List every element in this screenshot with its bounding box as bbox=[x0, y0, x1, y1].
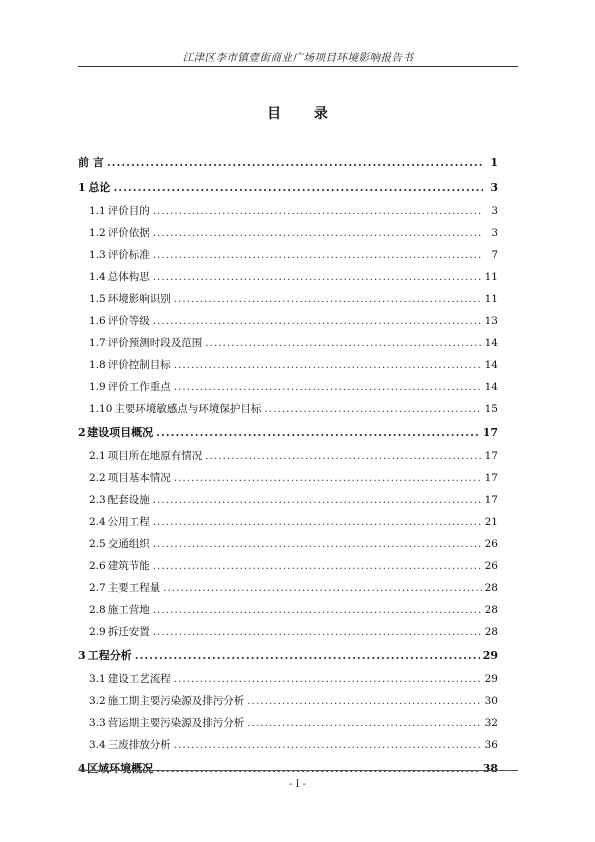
toc-entry-page: 29 bbox=[484, 673, 498, 685]
toc-section-entry[interactable] bbox=[78, 668, 498, 690]
toc-chapter-entry[interactable] bbox=[78, 420, 498, 445]
toc-entry-number: 1.6 bbox=[89, 315, 106, 327]
toc-entry-label: 主要环境敏感点与环境保护目标 bbox=[114, 403, 262, 415]
toc-entry-page: 17 bbox=[484, 450, 498, 462]
toc-entry-number: 3.4 bbox=[89, 739, 106, 751]
toc-entry-label: 前 言 bbox=[78, 156, 104, 169]
toc-entry-page: 28 bbox=[484, 604, 498, 616]
toc-entry-page: 7 bbox=[491, 249, 498, 261]
toc-section-entry[interactable] bbox=[78, 489, 498, 511]
toc-dot-leader bbox=[153, 222, 483, 244]
toc-entry-number: 2.7 bbox=[89, 582, 106, 594]
toc-entry-label: 建设项目概况 bbox=[87, 426, 154, 439]
toc-entry-label: 总体构思 bbox=[107, 271, 150, 283]
toc-entry-number: 1.9 bbox=[89, 381, 106, 393]
toc-entry-page: 13 bbox=[484, 315, 498, 327]
toc-entry-page: 26 bbox=[484, 560, 498, 572]
toc-dot-leader bbox=[163, 577, 481, 599]
toc-section-entry[interactable] bbox=[78, 288, 498, 310]
toc-dot-leader bbox=[153, 621, 482, 643]
toc-dot-leader bbox=[247, 690, 481, 712]
toc-section-entry[interactable] bbox=[78, 599, 498, 621]
toc-entry-number: 1.8 bbox=[89, 359, 106, 371]
toc-dot-leader bbox=[156, 420, 480, 445]
toc-entry-number: 4 bbox=[78, 762, 86, 775]
toc-section-entry[interactable] bbox=[78, 244, 498, 266]
toc-entry-number: 2.8 bbox=[89, 604, 106, 616]
toc-dot-leader bbox=[153, 599, 482, 621]
toc-dot-leader bbox=[174, 376, 482, 398]
toc-entry-number: 3.1 bbox=[89, 673, 106, 685]
toc-entry-page: 14 bbox=[484, 381, 498, 393]
toc-entry-label: 施工期主要污染源及排污分析 bbox=[107, 695, 245, 707]
toc-section-entry[interactable] bbox=[78, 310, 498, 332]
toc-entry-label: 评价工作重点 bbox=[107, 381, 171, 393]
page-number: - I - bbox=[288, 779, 307, 790]
toc-entry-page: 29 bbox=[482, 649, 498, 662]
toc-entry-label: 评价依据 bbox=[107, 227, 150, 239]
toc-entry-number: 3 bbox=[78, 649, 86, 662]
toc-entry-label: 拆迁安置 bbox=[107, 626, 150, 638]
toc-entry-number: 1.1 bbox=[89, 205, 106, 217]
toc-dot-leader bbox=[247, 712, 481, 734]
toc-section-entry[interactable] bbox=[78, 376, 498, 398]
toc-entry-label: 工程分析 bbox=[87, 649, 132, 662]
toc-entry-number: 2.4 bbox=[89, 516, 106, 528]
toc-entry-number: 3.3 bbox=[89, 717, 106, 729]
toc-dot-leader bbox=[153, 511, 482, 533]
toc-entry-number: 1.7 bbox=[89, 337, 106, 349]
running-header: 江津区李市镇壹街商业广场项目环境影响报告书 bbox=[182, 52, 414, 64]
toc-entry-page: 26 bbox=[484, 538, 498, 550]
toc-section-entry[interactable] bbox=[78, 354, 498, 376]
toc-dot-leader bbox=[153, 310, 482, 332]
toc-dot-leader bbox=[174, 288, 482, 310]
toc-entry-number: 1.2 bbox=[89, 227, 106, 239]
toc-entry-page: 30 bbox=[484, 695, 498, 707]
toc-entry-label: 交通组织 bbox=[107, 538, 150, 550]
toc-entry-label: 项目基本情况 bbox=[107, 472, 171, 484]
toc-dot-leader bbox=[156, 756, 480, 781]
toc-entry-number: 2 bbox=[78, 426, 86, 439]
toc-entry-number: 1 bbox=[78, 181, 86, 194]
toc-entry-page: 28 bbox=[484, 582, 498, 594]
toc-entry-page: 15 bbox=[484, 403, 498, 415]
toc-section-entry[interactable] bbox=[78, 266, 498, 288]
toc-dot-leader bbox=[153, 200, 483, 222]
toc-entry-page: 3 bbox=[491, 205, 498, 217]
toc-entry-page: 14 bbox=[484, 359, 498, 371]
toc-entry-page: 28 bbox=[484, 626, 498, 638]
toc-entry-number: 1.5 bbox=[89, 293, 106, 305]
toc-entry-label: 区域环境概况 bbox=[87, 762, 154, 775]
toc-entry-number: 2.3 bbox=[89, 494, 106, 506]
toc-entry-page: 3 bbox=[491, 227, 498, 239]
toc-dot-leader bbox=[135, 643, 480, 668]
toc-entry-label: 三废排放分析 bbox=[107, 739, 171, 751]
toc-section-entry[interactable] bbox=[78, 555, 498, 577]
toc-entry-label: 评价目的 bbox=[107, 205, 150, 217]
toc-dot-leader bbox=[264, 398, 481, 420]
toc-entry-number: 2.6 bbox=[89, 560, 106, 572]
table-of-contents bbox=[78, 150, 498, 781]
toc-entry-page: 17 bbox=[484, 494, 498, 506]
toc-entry-label: 评价控制目标 bbox=[107, 359, 171, 371]
toc-title: 目 录 bbox=[267, 106, 342, 122]
toc-dot-leader bbox=[205, 332, 481, 354]
toc-entry-label: 评价预测时段及范围 bbox=[107, 337, 203, 349]
toc-entry-number: 2.1 bbox=[89, 450, 106, 462]
toc-section-entry[interactable] bbox=[78, 533, 498, 555]
toc-section-entry[interactable] bbox=[78, 467, 498, 489]
toc-entry-number: 2.9 bbox=[89, 626, 106, 638]
toc-section-entry[interactable] bbox=[78, 445, 498, 467]
toc-entry-number: 2.5 bbox=[89, 538, 106, 550]
toc-entry-page: 14 bbox=[484, 337, 498, 349]
toc-section-entry[interactable] bbox=[78, 398, 498, 420]
toc-entry-label: 评价标准 bbox=[107, 249, 150, 261]
toc-entry-page: 11 bbox=[484, 293, 498, 305]
toc-chapter-entry[interactable] bbox=[78, 643, 498, 668]
toc-entry-label: 施工营地 bbox=[107, 604, 150, 616]
toc-entry-page: 36 bbox=[484, 739, 498, 751]
toc-entry-label: 建筑节能 bbox=[107, 560, 150, 572]
toc-dot-leader bbox=[153, 555, 482, 577]
toc-chapter-entry[interactable] bbox=[78, 756, 498, 781]
footer-rule bbox=[78, 770, 518, 771]
header-rule bbox=[78, 66, 518, 67]
toc-entry-page: 21 bbox=[484, 516, 498, 528]
toc-entry-number: 1.4 bbox=[89, 271, 106, 283]
toc-section-entry[interactable] bbox=[78, 734, 498, 756]
toc-entry-number: 3.2 bbox=[89, 695, 106, 707]
toc-dot-leader bbox=[205, 445, 481, 467]
toc-dot-leader bbox=[153, 533, 482, 555]
toc-entry-label: 公用工程 bbox=[107, 516, 150, 528]
toc-entry-label: 环境影响识别 bbox=[107, 293, 171, 305]
toc-section-entry[interactable] bbox=[78, 222, 498, 244]
toc-entry-page: 11 bbox=[484, 271, 498, 283]
toc-dot-leader bbox=[174, 734, 482, 756]
toc-entry-label: 评价等级 bbox=[107, 315, 150, 327]
toc-section-entry[interactable] bbox=[78, 332, 498, 354]
toc-entry-page: 17 bbox=[482, 426, 498, 439]
toc-dot-leader bbox=[153, 244, 483, 266]
toc-entry-label: 项目所在地原有情况 bbox=[107, 450, 203, 462]
toc-dot-leader bbox=[107, 150, 483, 175]
toc-section-entry[interactable] bbox=[78, 511, 498, 533]
toc-section-entry[interactable] bbox=[78, 690, 498, 712]
toc-dot-leader bbox=[153, 266, 482, 288]
toc-section-entry[interactable] bbox=[78, 621, 498, 643]
toc-entry-label: 主要工程量 bbox=[107, 582, 161, 594]
toc-section-entry[interactable] bbox=[78, 577, 498, 599]
toc-entry-label: 总论 bbox=[88, 181, 111, 194]
toc-chapter-entry[interactable] bbox=[78, 175, 498, 200]
toc-dot-leader bbox=[174, 668, 482, 690]
toc-dot-leader bbox=[113, 175, 483, 200]
toc-entry-label: 配套设施 bbox=[107, 494, 150, 506]
toc-entry-label: 建设工艺流程 bbox=[107, 673, 171, 685]
toc-section-entry[interactable] bbox=[78, 712, 498, 734]
toc-entry-number: 1.10 bbox=[89, 403, 113, 415]
toc-entry-page: 38 bbox=[482, 762, 498, 775]
toc-entry-page: 32 bbox=[484, 717, 498, 729]
toc-chapter-entry[interactable] bbox=[78, 150, 498, 175]
toc-entry-page: 3 bbox=[490, 181, 498, 194]
toc-entry-page: 1 bbox=[490, 156, 498, 169]
toc-entry-label: 营运期主要污染源及排污分析 bbox=[107, 717, 245, 729]
toc-entry-page: 17 bbox=[484, 472, 498, 484]
toc-dot-leader bbox=[153, 489, 482, 511]
toc-section-entry[interactable] bbox=[78, 200, 498, 222]
toc-dot-leader bbox=[174, 467, 482, 489]
toc-dot-leader bbox=[174, 354, 482, 376]
toc-entry-number: 1.3 bbox=[89, 249, 106, 261]
toc-entry-number: 2.2 bbox=[89, 472, 106, 484]
